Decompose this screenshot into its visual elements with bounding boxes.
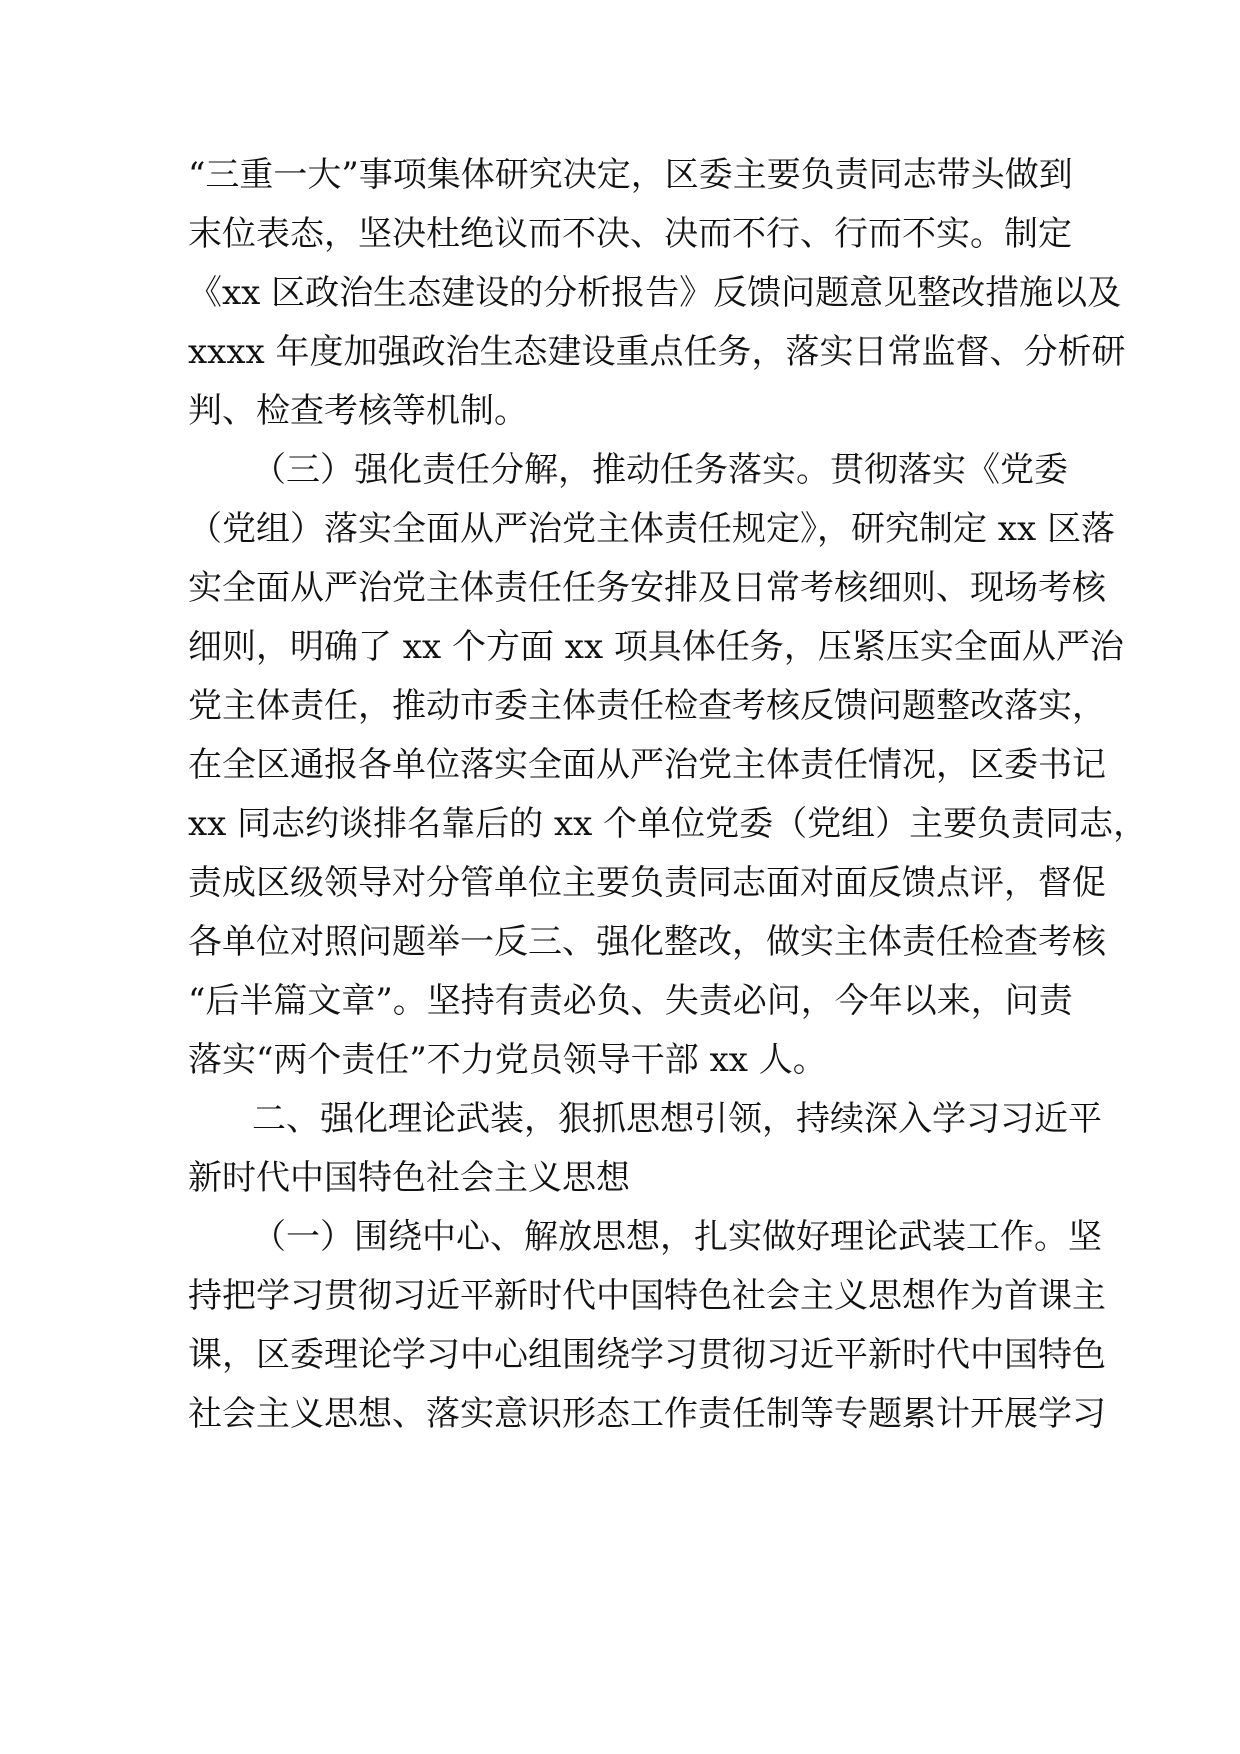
section-heading-1: （一）围绕中心、解放思想，扎实做好理论武装工作。坚 — [252, 1217, 1102, 1257]
text-line: xxxx 年度加强政治生态建设重点任务，落实日常监督、分析研 — [188, 332, 1126, 372]
text-line: （党组）落实全面从严治党主体责任规定》，研究制定 xx 区落 — [188, 509, 1115, 549]
text-line: 细则，明确了 xx 个方面 xx 项具体任务，压紧压实全面从严治 — [188, 627, 1124, 667]
text-line: 末位表态，坚决杜绝议而不决、决而不行、行而不实。制定 — [188, 214, 1072, 254]
section-heading-3: （三）强化责任分解，推动任务落实。贯彻落实《党委 — [252, 450, 1068, 490]
text-line: 新时代中国特色社会主义思想 — [188, 1158, 630, 1198]
text-line: “后半篇文章”。坚持有责必负、失责必问，今年以来，问责 — [188, 981, 1073, 1021]
text-line: 实全面从严治党主体责任任务安排及日常考核细则、现场考核 — [188, 568, 1106, 608]
text-line: 党主体责任，推动市委主体责任检查考核反馈问题整改落实， — [188, 686, 1106, 726]
text-line: 《xx 区政治生态建设的分析报告》反馈问题意见整改措施以及 — [188, 273, 1122, 313]
text-line: 责成区级领导对分管单位主要负责同志面对面反馈点评，督促 — [188, 863, 1106, 903]
text-line: 持把学习贯彻习近平新时代中国特色社会主义思想作为首课主 — [188, 1276, 1106, 1316]
text-line: 各单位对照问题举一反三、强化整改，做实主体责任检查考核 — [188, 922, 1106, 962]
text-line: 在全区通报各单位落实全面从严治党主体责任情况，区委书记 — [188, 745, 1106, 785]
text-line: 课，区委理论学习中心组围绕学习贯彻习近平新时代中国特色 — [188, 1335, 1106, 1375]
text-line: xx 同志约谈排名靠后的 xx 个单位党委（党组）主要负责同志， — [188, 804, 1148, 844]
section-heading-2: 二、强化理论武装，狠抓思想引领，持续深入学习习近平 — [252, 1099, 1102, 1139]
text-line: 判、检查考核等机制。 — [188, 391, 528, 431]
text-line: “三重一大”事项集体研究决定，区委主要负责同志带头做到 — [188, 155, 1073, 195]
text-line: 社会主义思想、落实意识形态工作责任制等专题累计开展学习 — [188, 1394, 1106, 1434]
text-line: 落实“两个责任”不力党员领导干部 xx 人。 — [188, 1040, 827, 1080]
